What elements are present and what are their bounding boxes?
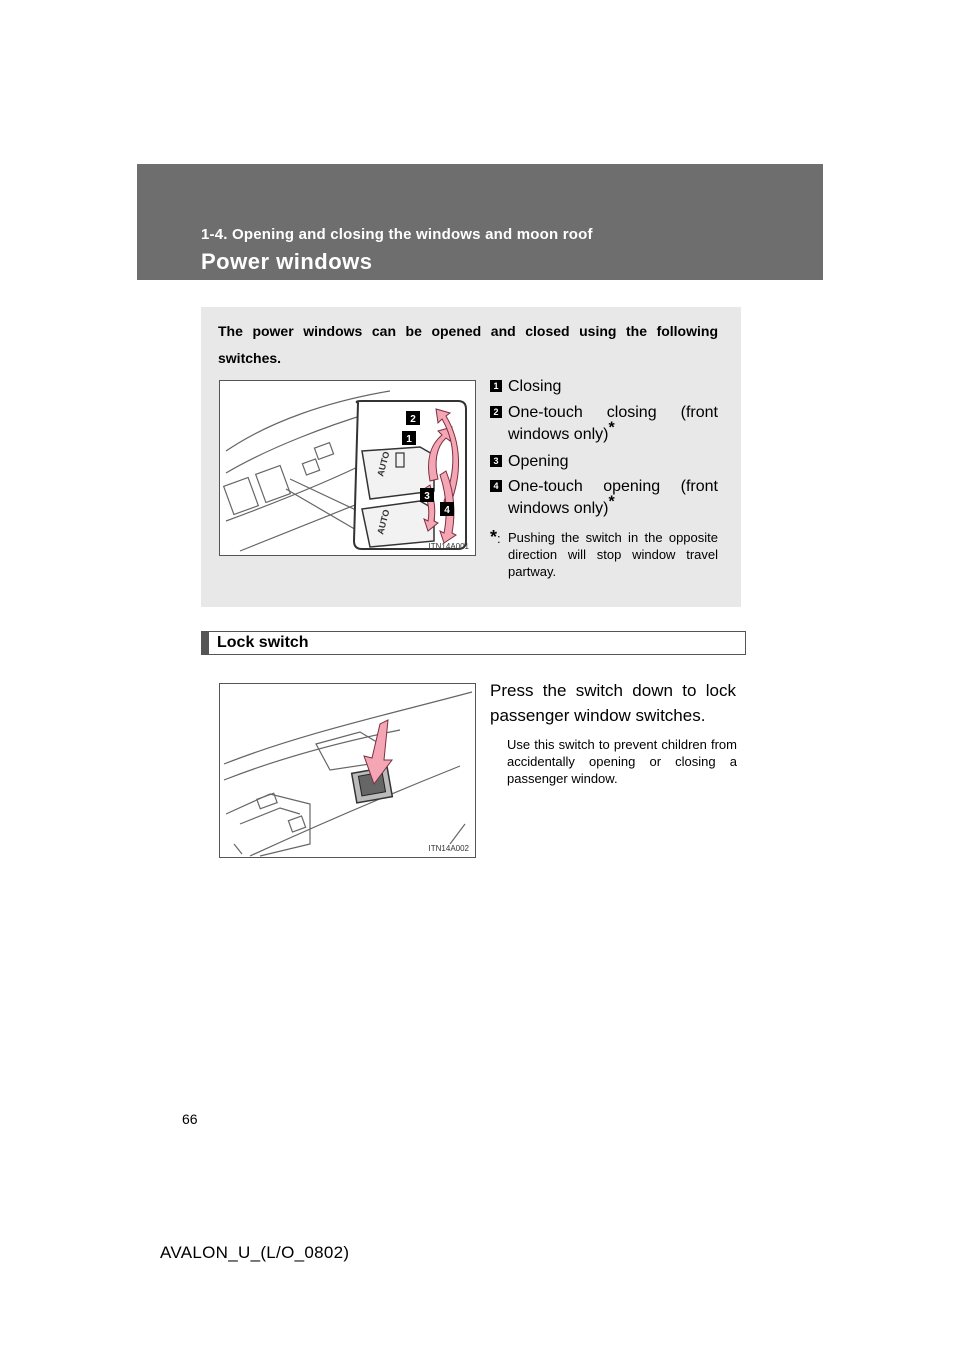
- legend-text: Closing: [508, 378, 562, 395]
- badge-1: 1: [406, 434, 412, 445]
- figure-code: ITN14A001: [428, 542, 469, 551]
- legend-text: One-touch closing (front windows only): [508, 404, 718, 443]
- lock-switch-heading: [201, 631, 746, 655]
- lock-switch-figure: [219, 683, 476, 858]
- auto-label-2: AUTO: [375, 508, 392, 536]
- power-window-switch-figure: [219, 380, 476, 556]
- door-panel-illustration: [220, 381, 475, 555]
- lock-switch-instruction: Press the switch down to lock passenger window switches.: [490, 681, 736, 725]
- intro-text: The power windows can be opened and closed using the following switches.: [218, 323, 718, 366]
- lock-switch-illustration: [220, 684, 475, 857]
- legend-badge: 2: [490, 406, 502, 418]
- lock-switch-note: Use this switch to prevent children from accidentally opening or closing a passenger window.: [507, 737, 737, 786]
- legend-text: One-touch opening (front windows only): [508, 478, 718, 517]
- legend-text: Opening: [508, 453, 569, 470]
- page-number: 66: [182, 1111, 198, 1127]
- subheading-text: Lock switch: [217, 634, 309, 651]
- asterisk-mark: *: [608, 493, 615, 511]
- document-code: AVALON_U_(L/O_0802): [160, 1243, 350, 1262]
- badge-3: 3: [424, 491, 430, 502]
- footnote-text: Pushing the switch in the opposite direction will stop window travel partway.: [508, 530, 718, 579]
- figure-code: ITN14A002: [428, 844, 469, 853]
- legend-badge: 4: [490, 480, 502, 492]
- footnote-mark: *: [490, 527, 498, 547]
- page-title: Power windows: [201, 249, 373, 274]
- legend-badge: 3: [490, 455, 502, 467]
- auto-label: AUTO: [375, 450, 392, 478]
- asterisk-mark: *: [608, 419, 615, 437]
- badge-4: 4: [444, 505, 450, 516]
- legend-badge: 1: [490, 380, 502, 392]
- section-title: 1-4. Opening and closing the windows and moon roof: [201, 226, 593, 243]
- badge-2: 2: [410, 414, 416, 425]
- footnote-sep: :: [497, 531, 501, 546]
